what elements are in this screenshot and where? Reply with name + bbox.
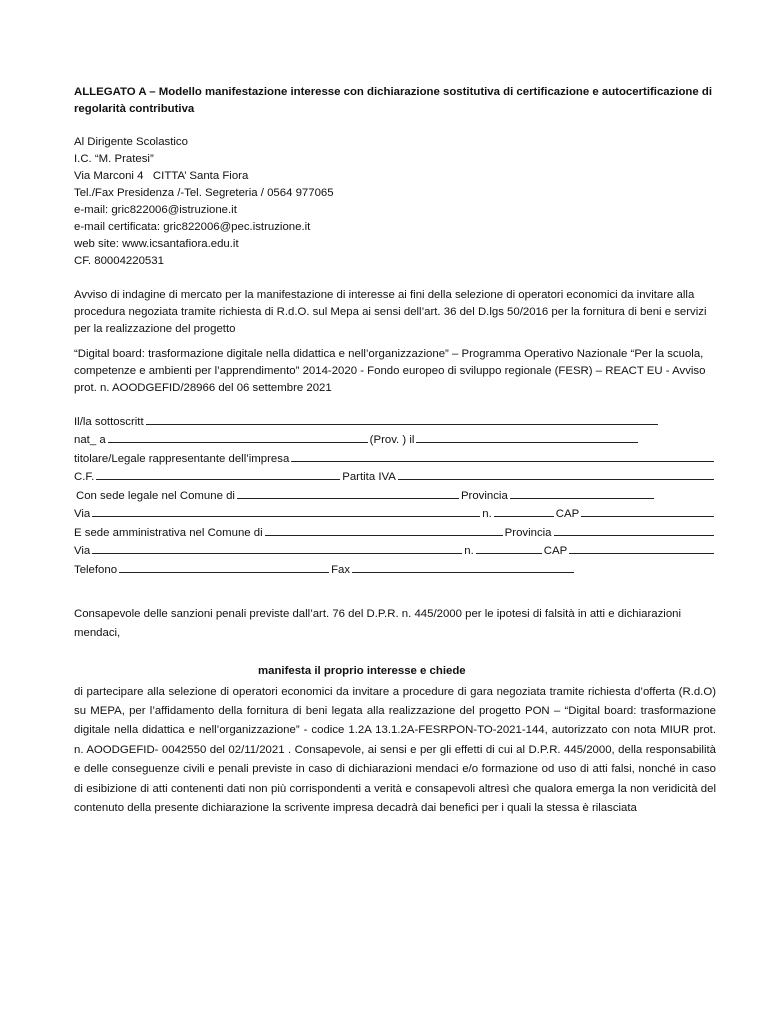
- request-body: di partecipare alla selezione di operatori economici da invitare a procedure di gara negoziata tramite richiesta d’offerta (R.d.O) su MEPA, per l’affidamento della fornitura di beni legata alla realizzazione del progetto PON – “Digital board: trasformazione digitale nella didattica e nell’organizzazione” - codice 1.2A 13.1.2A-FESRPON-TO-2021-144, autorizzato con nota MIUR prot. n. AOODGEFID- 0042550 del 02/11/2021 . Consapevole, ai sensi e per gli effetti di cui al D.P.R. 445/2000, della responsabilità e delle conseguenze civili e penali previste in caso di dichiarazioni mendaci e/o formazione od uso di atti falsi, nonché in caso di esibizione di atti contenenti dati non più corrispondenti a verità e consapevoli altresì che qualora emerga la non veridicità del contenuto della presente dichiarazione la scrivente impresa decadrà dai benefici per i quali la stessa è rilasciata: [74, 685, 716, 814]
- address-line: e-mail certificata: gric822006@pec.istruzione.it: [74, 221, 311, 233]
- admin-seat-field[interactable]: [265, 523, 503, 536]
- number2-label: n.: [464, 545, 474, 557]
- street2-field[interactable]: [92, 541, 462, 554]
- birthdate-field[interactable]: [416, 430, 638, 443]
- street-field[interactable]: [92, 504, 480, 517]
- province-field[interactable]: [510, 486, 654, 499]
- project-paragraph: “Digital board: trasformazione digitale nella didattica e nell’organizzazione” – Programma Operativo Nazionale “Per la scuola, competenze e ambienti per l’apprendimento” 2014-2020 - Fondo europeo di sviluppo regionale (FESR) – REACT EU - Avviso prot. n. AOODGEFID/28966 del 06 settembre 2021: [74, 348, 706, 394]
- company-field[interactable]: [291, 449, 714, 462]
- number-field[interactable]: [494, 504, 554, 517]
- born-label: nat_ a: [74, 434, 106, 446]
- fax-label: Fax: [331, 563, 351, 576]
- form-row-signatory: [74, 409, 716, 428]
- number-label: n.: [482, 508, 492, 520]
- holder-label: titolare/Legale rappresentante dell’impresa: [74, 452, 290, 465]
- form-row-holder: [74, 446, 716, 465]
- cap-field[interactable]: [581, 504, 714, 517]
- declarant-form: [74, 409, 716, 576]
- form-row-cf: [74, 465, 716, 484]
- document-title: ALLEGATO A – Modello manifestazione interesse con dichiarazione sostitutiva di certificazione e autocertificazione di regolarità contributiva: [74, 86, 713, 115]
- cap2-label: CAP: [543, 545, 568, 557]
- address-line: Via Marconi 4 CITTA’ Santa Fiora: [74, 170, 249, 182]
- document-page: [74, 84, 716, 818]
- vat-field[interactable]: [398, 467, 714, 480]
- form-row-street: [74, 502, 716, 521]
- signatory-field[interactable]: [146, 412, 658, 425]
- fax-field[interactable]: [352, 560, 574, 573]
- legal-seat-label: Con sede legale nel Comune di: [76, 489, 235, 502]
- admin-seat-label: E sede amministrativa nel Comune di: [74, 526, 263, 539]
- address-line: I.C. “M. Pratesi”: [74, 153, 154, 165]
- signatory-label: Il/la sottoscritt: [74, 415, 144, 428]
- cap-label: CAP: [555, 508, 580, 520]
- address-line: web site: www.icsantafiora.edu.it: [74, 238, 239, 250]
- address-line: e-mail: gric822006@istruzione.it: [74, 204, 237, 216]
- address-line: Al Dirigente Scolastico: [74, 136, 188, 148]
- address-line: Tel./Fax Presidenza /-Tel. Segreteria / 0564 977065: [74, 187, 334, 199]
- cap2-field[interactable]: [569, 541, 714, 554]
- form-row-legal-seat: [74, 483, 716, 502]
- phone-label: Telefono: [74, 563, 118, 576]
- form-row-phone: [74, 557, 716, 576]
- awareness-paragraph: Consapevole delle sanzioni penali previste dall’art. 76 del D.P.R. n. 445/2000 per le ipotesi di falsità in atti e dichiarazioni mendaci,: [74, 607, 682, 639]
- form-row-admin-seat: [74, 520, 716, 539]
- form-row-birth: [74, 428, 716, 447]
- notice-paragraph: Avviso di indagine di mercato per la manifestazione di interesse ai fini della selezione di operatori economici da invitare alla procedura negoziata tramite richiesta di R.d.O. sul Mepa ai sensi dell’art. 36 del D.lgs 50/2016 per la fornitura di beni e servizi per la realizzazione del progetto: [74, 289, 707, 335]
- province-label: Provincia: [460, 489, 508, 502]
- street2-label: Via: [74, 545, 91, 557]
- recipient-address: [74, 134, 716, 270]
- address-line: CF. 80004220531: [74, 255, 164, 267]
- section-heading: manifesta il proprio interesse e chiede: [258, 664, 466, 677]
- vat-label: Partita IVA: [342, 471, 396, 483]
- street-label: Via: [74, 508, 91, 520]
- cf-label: C.F.: [74, 471, 95, 483]
- province2-label: Provincia: [504, 526, 552, 539]
- prov-label: (Prov. ) il: [369, 434, 415, 446]
- province2-field[interactable]: [554, 523, 714, 536]
- form-row-street2: [74, 539, 716, 558]
- legal-seat-field[interactable]: [237, 486, 459, 499]
- cf-field[interactable]: [96, 467, 340, 480]
- phone-field[interactable]: [119, 560, 329, 573]
- number2-field[interactable]: [476, 541, 542, 554]
- birthplace-field[interactable]: [108, 430, 368, 443]
